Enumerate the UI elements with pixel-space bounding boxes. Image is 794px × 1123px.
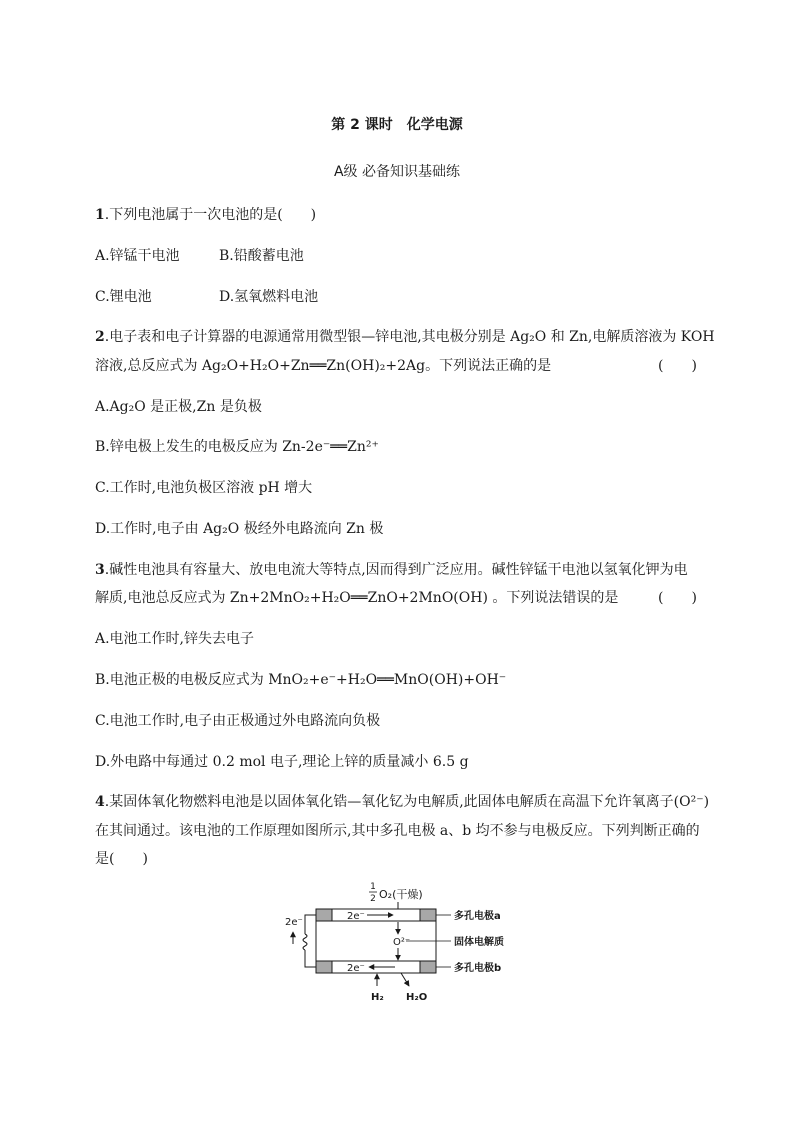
question-3-answer-paren: ( ) bbox=[658, 590, 697, 606]
question-4-text-line1: .某固体氧化物燃料电池是以固体氧化锆—氧化钇为电解质,此固体电解质在高温下允许氧离子(O²⁻) bbox=[104, 794, 710, 810]
fuel-cell-diagram bbox=[275, 878, 535, 1008]
question-2-text-line1: .电子表和电子计算器的电源通常用微型银—锌电池,其电极分别是 Ag₂O 和 Zn,电解质溶液为 KOH bbox=[104, 329, 715, 345]
question-2-text-line2: 溶液,总反应式为 Ag₂O+H₂O+Zn══Zn(OH)₂+2Ag。下列说法正确的是 bbox=[95, 358, 552, 374]
question-2-option-c: C.工作时,电池负极区溶液 pH 增大 bbox=[95, 480, 313, 496]
question-1-option-c: C.锂电池 bbox=[95, 289, 152, 305]
electrode-a-right-block bbox=[420, 909, 436, 921]
question-1-option-a: A.锌锰干电池 bbox=[95, 248, 180, 264]
question-1-stem bbox=[95, 204, 316, 224]
question-1-number: 1 bbox=[95, 207, 105, 223]
page-title: 第 2 课时 化学电源 bbox=[331, 117, 463, 133]
question-3-option-a: A.电池工作时,锌失去电子 bbox=[95, 631, 255, 647]
electrode-b-left-block bbox=[316, 961, 332, 973]
question-3-option-d: D.外电路中每通过 0.2 mol 电子,理论上锌的质量减小 6.5 g bbox=[95, 754, 469, 770]
question-2-stem bbox=[95, 326, 715, 346]
question-2-option-d: D.工作时,电子由 Ag₂O 极经外电路流向 Zn 极 bbox=[95, 521, 384, 537]
h2o-outflow-arrow bbox=[401, 973, 409, 986]
question-3-option-c: C.电池工作时,电子由正极通过外电路流向负极 bbox=[95, 713, 381, 729]
question-4-text-line3: 是( ) bbox=[95, 851, 148, 867]
electrode-a-label: 多孔电极a bbox=[454, 911, 501, 922]
water-label: H₂O bbox=[406, 992, 428, 1003]
external-wire-top bbox=[305, 915, 316, 934]
question-1-option-d: D.氢氧燃料电池 bbox=[219, 289, 319, 305]
electrolyte-label: 固体电解质 bbox=[454, 937, 504, 948]
electrode-b-label: 多孔电极b bbox=[454, 963, 502, 974]
question-3-option-b: B.电池正极的电极反应式为 MnO₂+e⁻+H₂O══MnO(OH)+OH⁻ bbox=[95, 672, 507, 688]
bottom-electron-label: 2e⁻ bbox=[347, 963, 365, 974]
o2-dry-label: O₂(干燥) bbox=[379, 888, 423, 901]
hydrogen-label: H₂ bbox=[371, 992, 384, 1003]
electrode-a-left-block bbox=[316, 909, 332, 921]
question-3-text-line1: .碱性电池具有容量大、放电电流大等特点,因而得到广泛应用。碱性锌锰干电池以氢氧化钾为电 bbox=[104, 562, 688, 578]
o2-fraction-denominator: 2 bbox=[370, 894, 376, 904]
question-2-answer-paren: ( ) bbox=[658, 358, 697, 374]
external-electron-label: 2e⁻ bbox=[285, 917, 303, 928]
question-3-number: 3 bbox=[95, 562, 105, 578]
question-3-stem bbox=[95, 559, 688, 579]
question-3-text-line2: 解质,电池总反应式为 Zn+2MnO₂+H₂O══ZnO+2MnO(OH) 。下列说法错误的是 bbox=[95, 590, 619, 606]
o2-fraction-numerator: 1 bbox=[370, 882, 376, 892]
question-2-option-a: A.Ag₂O 是正极,Zn 是负极 bbox=[95, 399, 262, 415]
question-4-text-line2: 在其间通过。该电池的工作原理如图所示,其中多孔电极 a、b 均不参与电极反应。下列判断正确的 bbox=[95, 823, 700, 839]
question-4-number: 4 bbox=[95, 794, 105, 810]
question-2-number: 2 bbox=[95, 329, 105, 345]
question-1-option-b: B.铅酸蓄电池 bbox=[219, 248, 304, 264]
section-heading: A级 必备知识基础练 bbox=[333, 164, 461, 180]
oxide-ion-label: O²⁻ bbox=[393, 937, 411, 948]
load-coil bbox=[303, 934, 307, 950]
question-1-text: .下列电池属于一次电池的是( ) bbox=[104, 207, 317, 223]
external-wire-bottom bbox=[305, 950, 316, 967]
top-electron-label: 2e⁻ bbox=[347, 911, 365, 922]
question-4-stem bbox=[95, 791, 709, 811]
question-2-option-b: B.锌电极上发生的电极反应为 Zn-2e⁻══Zn²⁺ bbox=[95, 439, 379, 455]
electrode-b-right-block bbox=[420, 961, 436, 973]
oxygen-inlet-label bbox=[369, 882, 423, 904]
